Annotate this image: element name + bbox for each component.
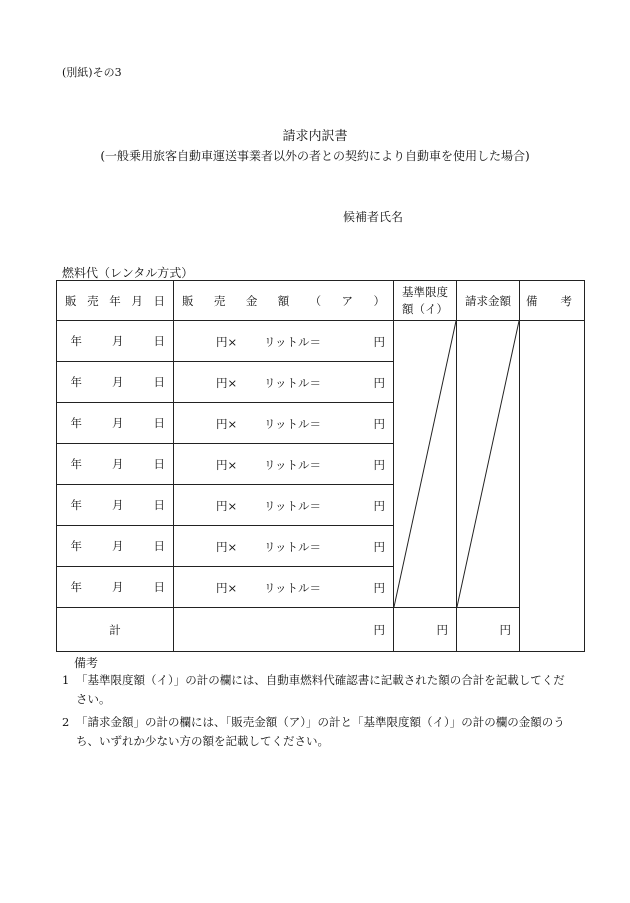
header-remarks: 備 考 xyxy=(520,281,585,321)
attachment-label: (別紙)その3 xyxy=(62,66,122,79)
document-subtitle: (一般乗用旅客自動車運送事業者以外の者との契約により自動車を使用した場合) xyxy=(100,149,530,163)
note-text: 「基準限度額（イ）」の計の欄には、自動車燃料代確認書に記載された額の合計を記載してください。 xyxy=(76,673,565,706)
note-number: 2 xyxy=(62,715,70,729)
header-sale-amount: 販 売 金 額 （ ア ） xyxy=(174,281,394,321)
sale-amount-cell[interactable]: 円× リットル＝ 円 xyxy=(174,485,394,526)
claim-amount-diagonal-cell xyxy=(457,321,520,608)
header-claim-amount: 請求金額 xyxy=(457,281,520,321)
sale-date-cell[interactable]: 年 月 日 xyxy=(57,362,174,403)
total-standard-limit[interactable]: 円 xyxy=(394,608,457,652)
remarks-cell[interactable] xyxy=(520,321,585,652)
section-label: 燃料代（レンタル方式） xyxy=(62,266,194,280)
sale-date-cell[interactable]: 年 月 日 xyxy=(57,403,174,444)
sale-date-cell[interactable]: 年 月 日 xyxy=(57,485,174,526)
sale-amount-cell[interactable]: 円× リットル＝ 円 xyxy=(174,526,394,567)
sale-amount-cell[interactable]: 円× リットル＝ 円 xyxy=(174,362,394,403)
sale-date-cell[interactable]: 年 月 日 xyxy=(57,567,174,608)
header-standard-limit: 基準限度 額（イ） xyxy=(394,281,457,321)
document-title: 請求内訳書 xyxy=(282,129,348,144)
note-text: 「請求金額」の計の欄には、「販売金額（ア）」の計と「基準限度額（イ）」の計の欄の金額のうち、いずれか少ない方の額を記載してください。 xyxy=(76,715,565,748)
sale-amount-cell[interactable]: 円× リットル＝ 円 xyxy=(174,567,394,608)
notes-title: 備考 xyxy=(74,656,99,670)
sale-amount-cell[interactable]: 円× リットル＝ 円 xyxy=(174,444,394,485)
fuel-cost-table xyxy=(56,280,585,652)
table-row xyxy=(57,321,585,362)
total-claim-amount[interactable]: 円 xyxy=(457,608,520,652)
total-row xyxy=(57,608,585,652)
sale-date-cell[interactable]: 年 月 日 xyxy=(57,526,174,567)
sale-amount-cell[interactable]: 円× リットル＝ 円 xyxy=(174,403,394,444)
total-sale-amount[interactable]: 円 xyxy=(174,608,394,652)
sale-amount-cell[interactable]: 円× リットル＝ 円 xyxy=(174,321,394,362)
diagonal-strike-line xyxy=(457,321,519,607)
sale-date-cell[interactable]: 年 月 日 xyxy=(57,321,174,362)
standard-limit-diagonal-cell xyxy=(394,321,457,608)
total-label: 計 xyxy=(57,608,174,652)
table-header-row xyxy=(57,281,585,321)
sale-date-cell[interactable]: 年 月 日 xyxy=(57,444,174,485)
header-sale-date: 販 売 年 月 日 xyxy=(57,281,174,321)
candidate-name-label: 候補者氏名 xyxy=(343,210,404,224)
diagonal-strike-line xyxy=(394,321,456,607)
note-number: 1 xyxy=(62,673,70,687)
